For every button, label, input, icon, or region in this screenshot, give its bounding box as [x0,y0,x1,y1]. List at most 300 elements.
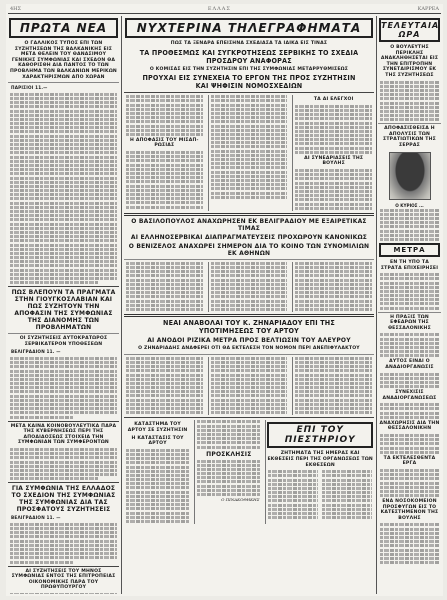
text-line [380,333,439,336]
text-line [380,294,439,297]
text-line [268,474,318,477]
text-line [197,420,260,423]
text-line [380,482,439,485]
text-line [295,169,372,172]
text-line [380,447,439,450]
text-line [295,300,372,303]
text-line [197,476,260,479]
article-text [378,209,441,241]
text-line [211,129,288,132]
text-line [10,448,117,451]
text-line [126,300,203,303]
divider [8,333,119,334]
text-line [126,403,203,406]
article-text [378,273,441,310]
text-line [211,291,288,294]
text-line [295,382,372,385]
text-line [126,382,203,385]
text-line [10,105,117,108]
text-line [295,390,372,393]
deck-2: ΤΑ ΠΡΟΘΕΣΜΩΣ ΚΑΙ ΣΥΓΚΡΟΤΗΣΕΩΣ ΣΕΡΒΙΚΗΣ ΤΟ ΣΧΕΔΙΑ ΠΡΟΣΔΡΟΥ ΑΝΑΦΟΡΑΣ [139,48,359,65]
text-line [380,557,439,560]
divider [8,286,119,287]
text-line [126,357,203,360]
text-line [211,120,288,123]
text-line [10,277,117,280]
text-line [10,239,117,242]
dateline-2: ΒΕΛΙΓΡΑΔΙΟΝ 11. — [11,349,61,355]
text-line [197,480,260,483]
text-line [10,411,117,414]
text-line [197,464,260,467]
text-line [380,290,439,293]
text-line [126,155,203,158]
text-line [380,469,439,472]
text-line [295,295,372,298]
text-line [10,114,117,117]
text-line [322,495,372,498]
text-line [211,378,288,381]
text-line [10,202,117,205]
text-line [295,274,372,277]
text-line [380,373,439,376]
text-line [10,273,117,276]
mid-story-columns [124,262,374,312]
text-line [10,227,117,230]
text-line [126,394,203,397]
text-line [126,193,203,196]
text-line [126,151,203,154]
text-line [268,508,318,511]
text-line [211,192,288,195]
headline-6: ΑΙ ΣΥΖΗΤΗΣΕΙΣ ΤΟΥ ΜΗΝΟΣ ΣΥΜΦΩΝΙΑΣ ΕΝΤΟΣ ΤΗΣ ΕΠΙΤΡΟΠΕΙΑΣ ΟΙΚΟΝΟΜΙΚΗΣ ΠΑΡΑ ΤΟΥ ΠΡΩΘΥΠΟΥΡΓΟΥ [11,568,116,591]
text-line [126,482,189,485]
text-line [295,394,372,397]
text-line [10,456,117,459]
text-line [380,528,439,531]
text-line [211,162,288,165]
mid-headline-1: Ο ΒΑΣΙΛΟΠΟΥΛΟΣ ΑΝΑΧΩΡΗΣΕΝ ΕΚ ΒΕΛΙΓΡΑΔΙΟΥ ΜΕ ΕΞΑΙΡΕΤΙΚΑΣ ΤΙΜΑΣ [131,217,367,232]
text-line [10,160,117,163]
text-line [126,390,203,393]
text-line [211,166,288,169]
text-line [211,270,288,273]
text-line [126,164,203,167]
text-line [211,300,288,303]
text-line [380,442,439,445]
last-hour-headline-5: ΑΥΤΟΣ ΕΙΝΑΙ Ο ΑΝΑΔΙΟΡΓΑΝΩΣΙΣ [385,359,434,370]
text-line [211,183,288,186]
text-line [10,531,117,534]
text-line [380,234,439,237]
subheading-1: Η ΑΠΟΦΑΣΙΣ ΤΟΥ ΜΙΣΑΠ-ΡΩΣΙΑΣ [129,137,199,149]
text-line [211,196,288,199]
text-line [295,173,372,176]
text-line [268,504,318,507]
text-line [380,350,439,353]
text-line [211,403,288,406]
text-line [322,470,372,473]
headline-4: ΜΕΤΑ ΚΑΙΝΑ ΚΟΙΝΟΒΟΥΛΕΥΤΙΚΑ ΠΑΡΑ ΤΗΣ ΚΥΒΕΡΝΗΣΕΩΣ ΠΕΡΙ ΤΗΣ ΑΠΟΔΙΔΟΣΕΩΣ ΣΤΟΙΧΕΙΑ ΤΗΝ ΣΥΜΦΩΝΙΑΝ ΤΩΝ ΣΥΜΦΕΡΟΝΤΩΝ [10,423,117,446]
divider [124,417,374,418]
text-line [380,217,439,220]
text-line [126,457,189,460]
text-line [126,112,203,115]
text-line [295,403,372,406]
mid-headline-5: ΑΙ ΑΝΟΔΟΙ ΡΙΖΙΚΑ ΜΕΤΡΑ ΠΡΟΣ ΒΕΛΤΙΩΣΙΝ ΤΟΥ ΑΛΕΥΡΟΥ [147,337,351,345]
text-line [126,283,203,286]
text-line [197,425,260,428]
section-banner-first-news: ΠΡΩΤΑ ΝΕΑ [9,18,118,38]
text-line [380,89,439,92]
text-line [10,97,117,100]
text-line [380,412,439,415]
text-line [126,503,189,506]
text-line [126,461,189,464]
text-line [10,452,117,455]
column-night-telegrams [124,16,374,594]
text-line [126,185,203,188]
text-line [10,357,117,360]
text-line [268,499,318,502]
text-line [211,125,288,128]
text-line [10,469,117,472]
text-line [211,365,288,368]
text-line [10,593,117,594]
text-line [380,407,439,410]
main-story-col-c [292,95,374,211]
text-line [322,516,372,519]
text-line [126,491,189,494]
text-line [211,108,288,111]
text-line [197,433,260,436]
text-line [126,104,203,107]
text-line [10,365,117,368]
text-line [10,269,117,272]
text-line [10,235,117,238]
mid-headline-3: Ο ΒΕΝΙΖΕΛΟΣ ΑΝΑΧΩΡΕΙ ΣΗΜΕΡΟΝ ΔΙΑ ΤΟ ΚΟΙΝΟ ΤΩΝ ΣΥΝΟΜΙΛΙΩΝ ΕΚ ΑΘΗΝΩΝ [128,242,370,257]
text-line [211,386,288,389]
text-line [197,472,260,475]
article-text [378,81,441,122]
last-hour-headline-6: ΣΥΝΕΧΙΣΙΣ ΑΝΑΔΙΟΡΓΑΝΩΣΕΩΣ [382,390,437,401]
text-line [295,190,372,193]
text-line [380,477,439,480]
text-line [126,369,203,372]
divider [8,421,119,422]
text-line [10,168,117,171]
text-line [380,346,439,349]
text-line [268,516,318,519]
text-line [126,129,203,132]
text-line [10,527,117,530]
text-line [380,540,439,543]
text-line [211,141,288,144]
text-line [380,230,439,233]
box-heading-measures: ΜΕΤΡΑ [379,243,440,257]
text-line [197,468,260,471]
text-line [126,308,203,311]
text-line [211,104,288,107]
text-line [322,487,372,490]
text-line [211,308,288,311]
text-line [380,106,439,109]
text-line [211,283,288,286]
main-story-col-a [124,95,205,211]
text-line [126,478,189,481]
text-line [197,460,260,463]
text-line [197,493,260,496]
portrait-photo [389,152,431,200]
text-line [380,338,439,341]
text-line [126,120,203,123]
text-line [10,548,117,551]
text-line [10,382,117,385]
text-line [10,416,74,419]
text-line [126,197,203,200]
text-line [380,221,439,224]
text-line [211,274,288,277]
article-text [124,449,191,523]
text-line [10,374,117,377]
text-line [295,186,372,189]
text-line [10,164,117,167]
text-line [380,118,439,121]
text-line [380,110,439,113]
text-line [322,491,372,494]
text-line [10,189,117,192]
text-line [295,411,372,414]
text-line [10,523,117,526]
text-line [126,274,203,277]
text-line [10,172,117,175]
text-line [10,461,117,464]
text-line [126,201,203,204]
text-line [126,291,203,294]
article-body-4 [8,515,119,563]
text-line [380,286,439,289]
text-line [126,176,203,179]
text-line [380,381,439,384]
text-line [211,112,288,115]
text-line [211,399,288,402]
text-line [211,150,288,153]
text-line [380,536,439,539]
text-line [10,218,117,221]
text-line [295,194,372,197]
bottom-right-block [265,420,374,524]
text-line [126,304,203,307]
text-line [211,374,288,377]
bread-story-col-a [124,357,205,416]
text-line [126,262,203,265]
text-line [211,133,288,136]
text-line [295,357,372,360]
text-line [10,378,117,381]
text-line [211,295,288,298]
subheading-3: ΤΑ ΑΙ ΕΛΕΓΧΟΙ [313,97,354,103]
text-line [211,158,288,161]
text-line [126,270,203,273]
text-line [10,256,117,259]
text-line [126,516,189,519]
text-line [295,147,372,150]
text-line [211,262,288,265]
text-line [380,561,439,564]
text-line [211,369,288,372]
text-line [295,399,372,402]
text-line [295,374,372,377]
text-line [268,512,318,515]
deck-1: ΠΩΣ ΤΑ ΞΕΝΑΡΑ ΕΠΕΙΣΗΝΑ ΣΧΕΔΙΑΣΑ ΤΑ ΙΔΙΚΑ ΕΙΣ ΤΙΝΑΣ [170,41,328,46]
text-line [295,126,372,129]
text-line [10,260,117,263]
last-hour-headline-8: ΤΑ ΕΚΤΕΛΕΣΘΕΝΤΑ ΕΡΓΑ [383,455,436,467]
text-line [380,553,439,556]
text-line [380,298,439,301]
dateline-1: ΠΑΡΙΣΙΟΙ 11.— [11,85,48,91]
text-line [10,193,117,196]
text-line [10,252,117,255]
top-rule [8,13,441,14]
text-line [10,281,98,284]
text-line [197,429,260,432]
divider [124,213,374,216]
divider [124,92,374,93]
text-line [380,434,439,437]
text-line [295,130,372,133]
text-line [197,446,260,449]
divider [124,259,374,260]
text-line [211,287,288,290]
mid-story-col-a [124,262,205,312]
text-line [10,465,117,468]
text-line [322,483,372,486]
text-line [10,544,117,547]
text-line [10,93,117,96]
text-line [380,302,439,305]
text-line [380,490,439,493]
text-line [295,270,372,273]
mid-headline-4: ΝΕΑΙ ΑΝΑΒΟΛΑΙ ΤΟΥ Κ. ΖΗΝΑΡΙΑΔΟΥ ΕΠΙ ΤΗΣ ΥΠΟΤΙΜΗΣΕΩΣ ΤΟΥ ΑΡΤΟΥ [163,319,335,336]
text-line [380,81,439,84]
text-line [10,151,117,154]
text-line [10,118,117,121]
text-line [211,179,288,182]
text-line [380,225,439,228]
text-line [10,147,117,150]
text-line [295,207,372,210]
text-line [211,175,288,178]
article-body-2 [8,349,119,418]
text-line [322,474,372,477]
article-text [378,403,441,419]
text-line [126,159,203,162]
text-line [295,361,372,364]
running-head-center: ΕΛΛΑΣ [207,6,231,12]
section-banner-night-telegrams: ΝΥΧΤΕΡΙΝΑ ΤΗΛΕΓΡΑΦΗΜΑΤΑ [125,18,373,38]
text-line [380,532,439,535]
text-line [10,407,117,410]
text-line [10,130,117,133]
text-line [126,361,203,364]
text-line [211,407,288,410]
text-line [380,377,439,380]
text-line [126,365,203,368]
text-line [126,453,189,456]
text-line [10,143,117,146]
text-line [295,138,372,141]
text-line [322,512,372,515]
last-hour-headline-7: ΑΝΑΧΩΡΗΣΙΣ ΔΙΑ ΤΗΝ ΘΕΣΣΑΛΟΝΙΚΗΝ [379,420,440,432]
newspaper-page [6,4,443,596]
divider [124,354,374,355]
running-head-right: ΚΑΡΡΕΑ [417,6,439,12]
text-line [10,386,117,389]
text-line [126,108,203,111]
bread-story-col-b [208,357,290,416]
text-line [126,507,189,510]
text-line [295,386,372,389]
text-line [126,495,189,498]
text-line [211,145,288,148]
text-line [126,470,189,473]
text-line [10,477,98,480]
text-line [126,206,203,209]
text-line [211,279,288,282]
text-line [380,416,439,419]
headline-2: ΠΩΣ ΒΛΕΠΟΥΝ ΤΑ ΠΡΑΓΜΑΤΑ ΣΤΗΝ ΓΙΟΥΓΚΟΣΛΑΒΙΑΝ ΚΑΙ ΠΩΣ ΣΥΖΗΤΟΥΝ ΤΗΝ ΑΠΟΦΑΣΙΝ ΤΗΣ ΣΥΜΦΩΝΙΑΣ ΤΗΣ ΔΙΑΝΟΜΗΣ ΤΩΝ ΠΡΟΒΛΗΜΑΤΩΝ [11,289,116,332]
last-hour-headline-9: ΕΝΑ ΝΟΣΟΚΟΜΕΙΟΝ ΠΡΟΣΦΥΓΩΝ ΕΙΣ ΤΟ ΚΑΤΕΣΤΗΜΕΝΟΝ ΤΗΣ ΒΟΥΛΗΣ [380,499,439,521]
text-line [380,473,439,476]
text-line [10,197,117,200]
text-line [211,266,288,269]
text-line [295,134,372,137]
text-line [380,438,439,441]
last-hour-headline-3: ΕΝ ΤΗ ΥΠΟ ΤΑ ΣΤΡΑΤΑ ΕΠΙΧΕΙΡΗΣΕΙ [380,259,439,271]
text-line [197,485,260,488]
text-line [126,287,203,290]
text-line [295,113,372,116]
text-line [126,116,203,119]
text-line [295,304,372,307]
text-line [211,137,288,140]
column-first-news [8,16,119,594]
text-line [295,203,372,206]
text-line [268,470,318,473]
text-line [380,97,439,100]
article-text [378,469,441,497]
text-line [295,105,372,108]
text-line [268,483,318,486]
divider [8,82,119,83]
text-line [10,231,117,234]
text-line [10,390,117,393]
mid-story-col-b [208,262,290,312]
running-head-left: 4ΗΣ [10,6,22,12]
text-line [10,361,117,364]
text-line [10,370,117,373]
article-body-3 [8,448,119,480]
text-line [322,504,372,507]
text-line [126,486,189,489]
section-banner-last-hour: ΤΕΛΕΥΤΑΙΑ ΩΡΑ [379,18,440,42]
last-hour-headline-2: ΑΠΟΦΑΣΙΣΘΕΙΣΑ Η ΑΠΟΛΥΣΙΣ ΤΩΝ ΣΤΡΑΤΙΩΤΙΚΩΝ ΤΗΣ ΣΕΡΡΑΣ [382,126,436,149]
text-line [10,540,117,543]
bottom-left-block [124,420,191,524]
text-line [380,451,439,454]
headline-5: ΓΙΑ ΣΥΜΦΩΝΙΑ ΤΗΣ ΕΛΛΑΔΟΣ ΤΟ ΣΧΕΔΙΟΝ ΤΗΣ ΣΥΜΦΩΝΙΑΣ ΤΗΣ ΣΥΜΦΩΝΙΑΣ ΔΙΑ ΤΑΣ ΠΡΟΣΦΑΤΟΥΣ ΣΥΖΗΤΗΣΕΙΣ [11,485,116,514]
